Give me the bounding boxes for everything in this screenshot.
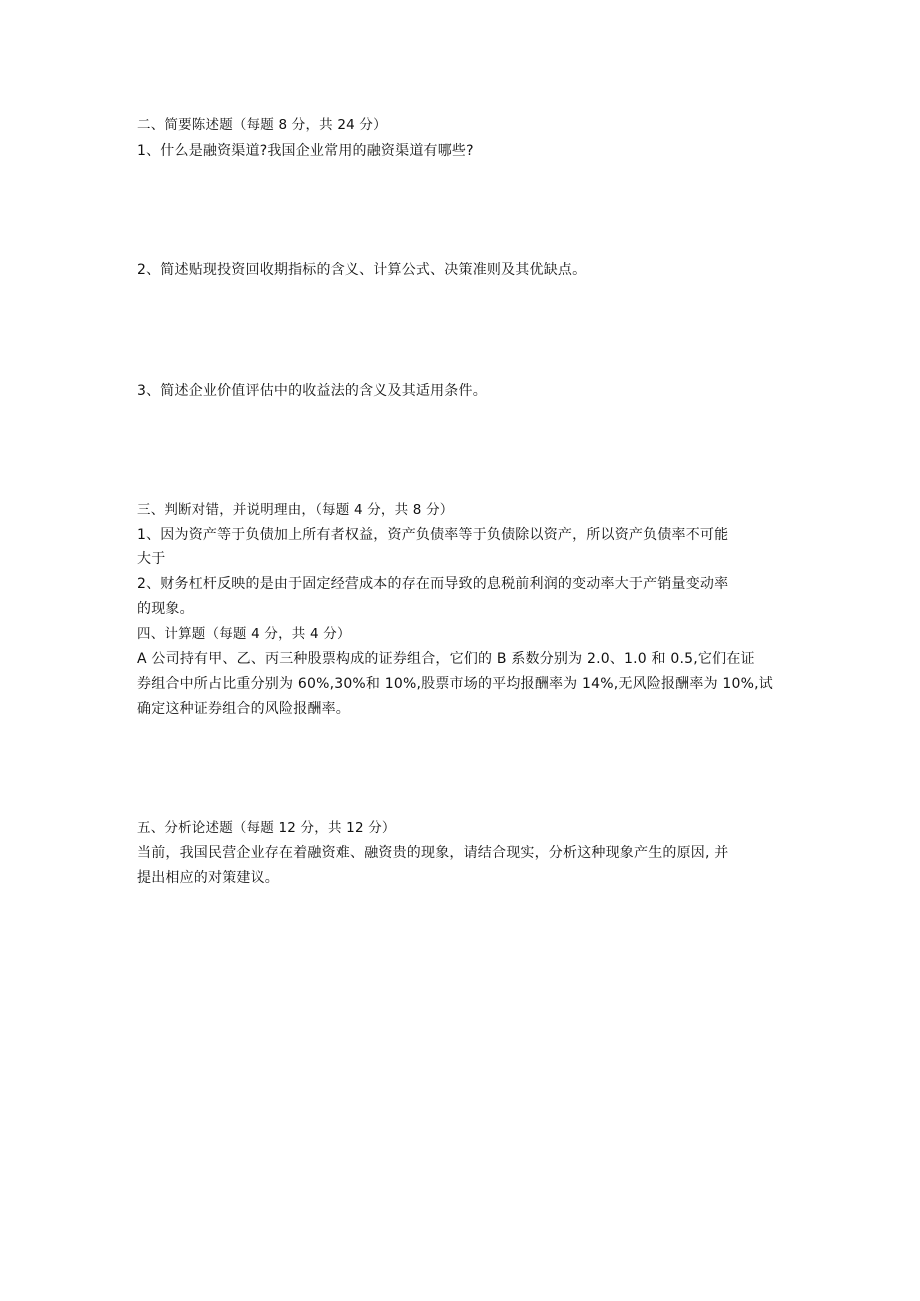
section-4-heading: 四、计算题（每题 4 分，共 4 分） — [137, 626, 351, 642]
section-5-line-1: 当前，我国民营企业存在着融资难、融资贵的现象，请结合现实，分析这种现象产生的原因, 并 — [137, 845, 729, 861]
section-5-line-2: 提出相应的对策建议。 — [137, 870, 279, 886]
section-2-question-1: 1、什么是融资渠道?我国企业常用的融资渠道有哪些? — [137, 143, 474, 159]
section-2-question-2: 2、简述贴现投资回收期指标的含义、计算公式、决策准则及其优缺点。 — [137, 262, 587, 278]
section-3-question-1-line-1: 1、因为资产等于负债加上所有者权益，资产负债率等于负债除以资产，所以资产负债率不可能 — [137, 527, 729, 543]
section-4-line-3: 确定这种证券组合的风险报酬率。 — [137, 701, 350, 717]
section-3-question-1-line-2: 大于 — [137, 551, 166, 567]
section-4-line-1: A 公司持有甲、乙、丙三种股票构成的证券组合，它们的 B 系数分别为 2.0、1.0 和 0.5,它们在证 — [137, 651, 755, 667]
section-3-question-2-line-2: 的现象。 — [137, 601, 194, 617]
section-4-line-2: 券组合中所占比重分别为 60%,30%和 10%,股票市场的平均报酬率为 14%,无风险报酬率为 10%,试 — [137, 676, 773, 692]
section-3-question-2-line-1: 2、财务杠杆反映的是由于固定经营成本的存在而导致的息税前利润的变动率大于产销量变动率 — [137, 576, 729, 592]
section-5-heading: 五、分析论述题（每题 12 分，共 12 分） — [137, 820, 396, 836]
section-2-question-3: 3、简述企业价值评估中的收益法的含义及其适用条件。 — [137, 383, 487, 399]
section-2-heading: 二、简要陈述题（每题 8 分，共 24 分） — [137, 117, 387, 133]
section-3-heading: 三、判断对错，并说明理由，（每题 4 分，共 8 分） — [137, 502, 454, 518]
